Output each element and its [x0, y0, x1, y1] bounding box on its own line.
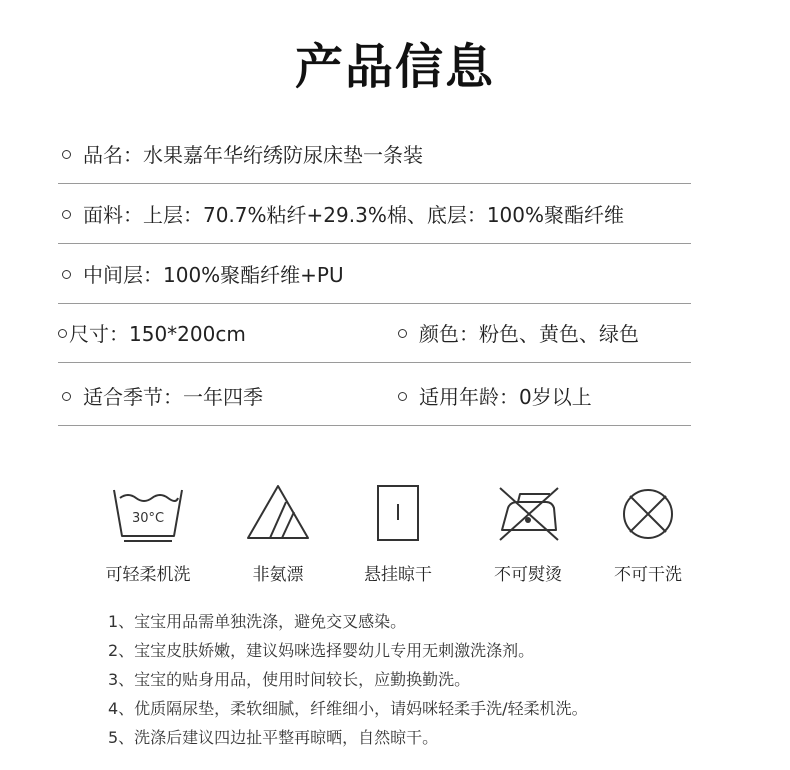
- hang-dry-icon: [358, 482, 438, 546]
- gentle-machine-wash-30-icon: [108, 482, 188, 546]
- care-label-bleach: 非氨漂: [252, 565, 304, 585]
- spec-row-middle: [58, 246, 691, 304]
- spec-season-text: 适合季节：一年四季: [83, 385, 263, 409]
- care-item-dryclean: [583, 482, 713, 585]
- bullet-icon: [62, 150, 71, 159]
- spec-color: [398, 305, 639, 363]
- bullet-icon: [62, 210, 71, 219]
- page-title: 产品信息: [294, 39, 495, 95]
- spec-row-name: [58, 126, 691, 184]
- care-label-dryclean: 不可干洗: [614, 565, 682, 585]
- spec-middle-text: 中间层：100%聚酯纤维+PU: [83, 263, 344, 287]
- spec-row-size-color: [58, 305, 691, 363]
- no-iron-icon: [488, 482, 568, 546]
- spec-age-text: 适用年龄：0岁以上: [419, 385, 592, 409]
- care-icons: [0, 482, 790, 592]
- spec-age: [398, 368, 592, 426]
- care-item-wash: [83, 482, 213, 585]
- care-label-iron: 不可熨烫: [494, 565, 562, 585]
- bullet-icon: [62, 270, 71, 279]
- spec-middle: [62, 246, 344, 304]
- spec-size: [58, 305, 246, 363]
- wash-temp-label: 30°C: [131, 511, 165, 526]
- spec-color-text: 颜色：粉色、黄色、绿色: [419, 322, 639, 346]
- spec-size-text: 尺寸：150*200cm: [69, 322, 246, 346]
- no-dry-clean-icon: [608, 482, 688, 546]
- care-label-hang: 悬挂晾干: [364, 565, 432, 585]
- bullet-icon: [58, 329, 67, 338]
- spec-fabric-text: 面料：上层：70.7%粘纤+29.3%棉、底层：100%聚酯纤维: [83, 203, 625, 227]
- note-item: 1、宝宝用品需单独洗涤，避免交叉感染。: [108, 612, 407, 631]
- spec-season: [62, 368, 263, 426]
- care-notes: [108, 607, 768, 752]
- care-item-iron: [463, 482, 593, 585]
- care-label-wash: 可轻柔机洗: [105, 565, 191, 585]
- spec-name-text: 品名：水果嘉年华绗绣防尿床垫一条装: [83, 143, 423, 167]
- spec-name: [62, 126, 423, 184]
- no-bleach-icon: [238, 482, 318, 546]
- note-item: 3、宝宝的贴身用品，使用时间较长，应勤换勤洗。: [108, 670, 471, 689]
- spec-row-season-age: [58, 368, 691, 426]
- care-item-bleach: [213, 482, 343, 585]
- note-item: 4、优质隔尿垫，柔软细腻，纤维细小，请妈咪轻柔手洗/轻柔机洗。: [108, 699, 588, 718]
- note-item: 2、宝宝皮肤娇嫩，建议妈咪选择婴幼儿专用无刺激洗涤剂。: [108, 641, 535, 660]
- bullet-icon: [398, 329, 407, 338]
- bullet-icon: [398, 392, 407, 401]
- spec-row-fabric: [58, 186, 691, 244]
- care-item-hang: [333, 482, 463, 585]
- bullet-icon: [62, 392, 71, 401]
- spec-fabric: [62, 186, 624, 244]
- note-item: 5、洗涤后建议四边扯平整再晾晒，自然晾干。: [108, 728, 439, 747]
